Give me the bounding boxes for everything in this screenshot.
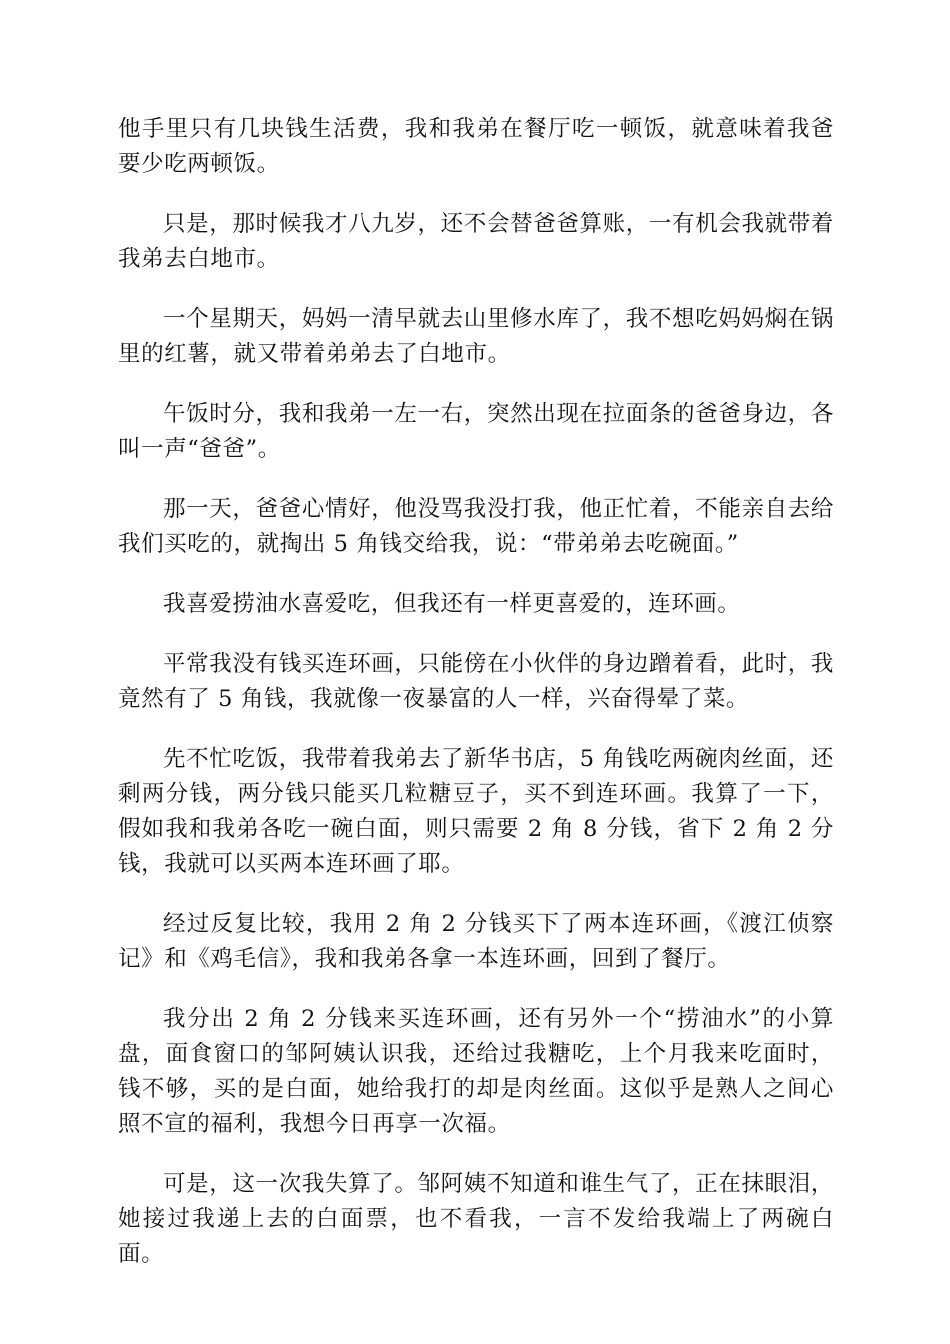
paragraph: 一个星期天，妈妈一清早就去山里修水库了，我不想吃妈妈焖在锅里的红薯，就又带着弟弟去了白地市。 xyxy=(118,306,834,367)
paragraph: 他手里只有几块钱生活费，我和我弟在餐厅吃一顿饭，就意味着我爸要少吃两顿饭。 xyxy=(118,116,834,177)
paragraph: 我喜爱捞油水喜爱吃，但我还有一样更喜爱的，连环画。 xyxy=(163,591,741,617)
paragraph: 午饭时分，我和我弟一左一右，突然出现在拉面条的爸爸身边，各叫一声“爸爸”。 xyxy=(118,401,834,462)
document-page xyxy=(118,112,834,1297)
paragraph: 那一天，爸爸心情好，他没骂我没打我，他正忙着，不能亲自去给我们买吃的，就掏出 5 角钱交给我，说：“带弟弟去吃碗面。” xyxy=(118,496,834,557)
paragraph: 先不忙吃饭，我带着我弟去了新华书店，5 角钱吃两碗肉丝面，还剩两分钱，两分钱只能买几粒糖豆子，买不到连环画。我算了一下，假如我和我弟各吃一碗白面，则只需要 2 角 8 分钱，省下 2 角 2 分钱，我就可以买两本连环画了耶。 xyxy=(118,746,834,877)
paragraph: 我分出 2 角 2 分钱来买连环画，还有另外一个“捞油水”的小算盘，面食窗口的邹阿姨认识我，还给过我糖吃，上个月我来吃面时，钱不够，买的是白面，她给我打的却是肉丝面。这似乎是熟人之间心照不宣的福利，我想今日再享一次福。 xyxy=(118,1006,834,1137)
paragraph: 经过反复比较，我用 2 角 2 分钱买下了两本连环画，《渡江侦察记》和《鸡毛信》，我和我弟各拿一本连环画，回到了餐厅。 xyxy=(118,911,834,972)
paragraph: 可是，这一次我失算了。邹阿姨不知道和谁生气了，正在抹眼泪，她接过我递上去的白面票，也不看我，一言不发给我端上了两碗白面。 xyxy=(118,1171,834,1267)
paragraph: 平常我没有钱买连环画，只能傍在小伙伴的身边蹭着看，此时，我竟然有了 5 角钱，我就像一夜暴富的人一样，兴奋得晕了菜。 xyxy=(118,651,834,712)
paragraph: 只是，那时候我才八九岁，还不会替爸爸算账，一有机会我就带着我弟去白地市。 xyxy=(118,211,834,272)
